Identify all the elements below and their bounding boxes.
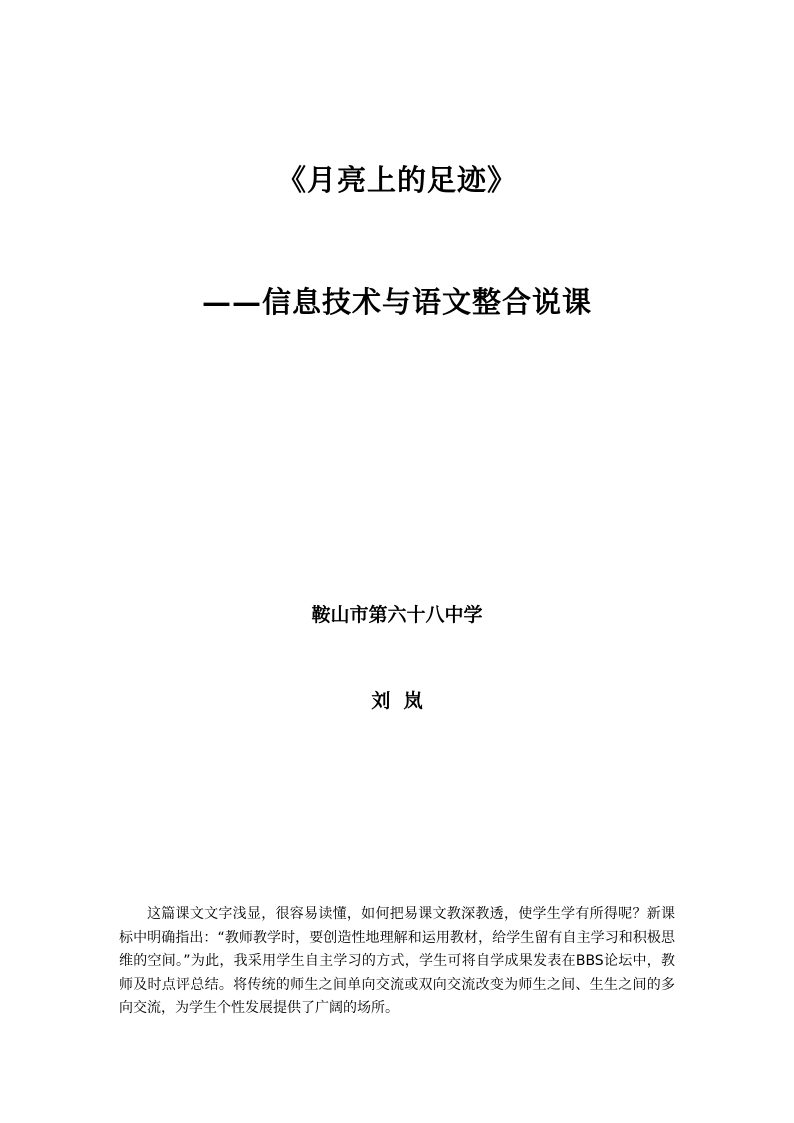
document-subtitle: ——信息技术与语文整合说课: [201, 285, 592, 319]
body-paragraph: 这篇课文文字浅显，很容易读懂，如何把易课文教深教透，使学生学有所得呢？新课标中明确指出：“教师教学时，要创造性地理解和运用教材，给学生留有自主学习和积极思维的空间。”为此，我采用学生自主学习的方式，学生可将自学成果发表在BBS论坛中，教师及时点评总结。将传统的师生之间单向交流或双向交流改变为师生之间、生生之间的多向交流，为学生个性发展提供了广阔的场所。: [119, 906, 675, 1016]
school-name: 鞍山市第六十八中学: [311, 604, 483, 626]
author-name: 刘 岚: [371, 690, 423, 712]
document-title: 《月亮上的足迹》: [276, 163, 517, 197]
